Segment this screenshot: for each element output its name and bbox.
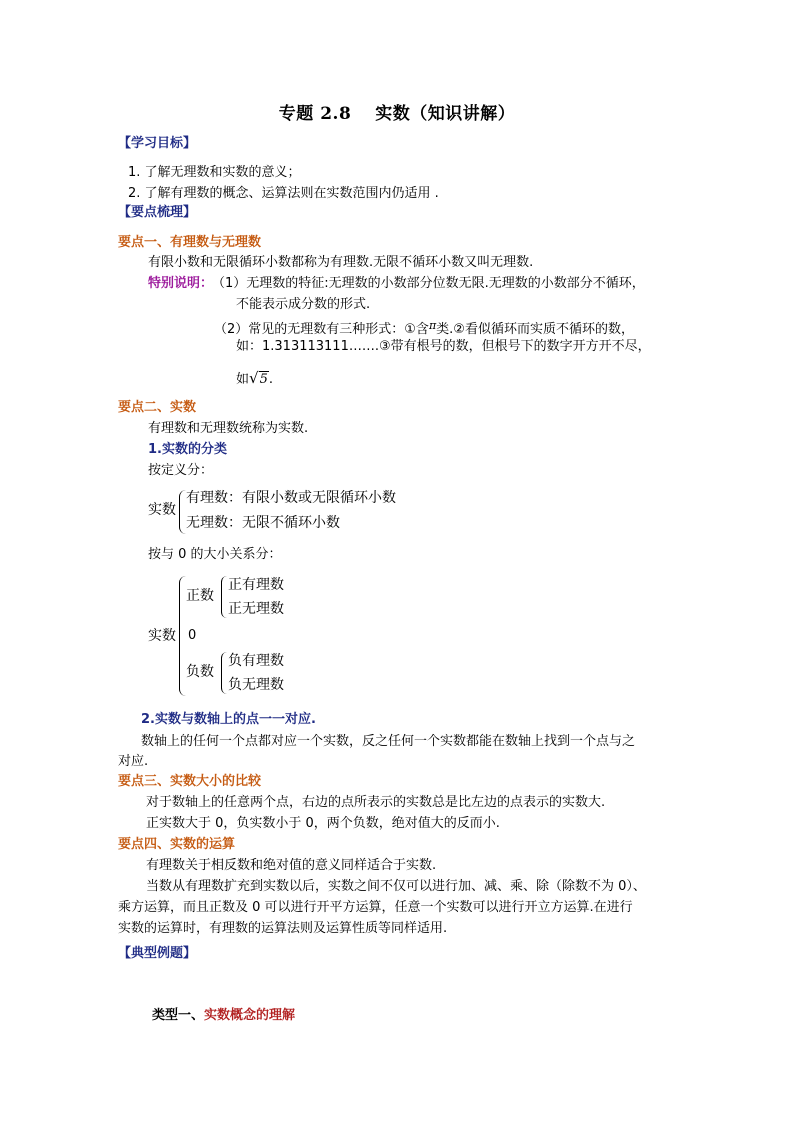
subheading-classification: 1.实数的分类 (148, 442, 227, 457)
note-1-line-a: （1）无理数的特征:无理数的小数部分位数无限.无理数的小数部分不循环， (212, 276, 645, 291)
section-text: 乘方运算，而且正数及 0 可以进行开平方运算，任意一个实数可以进行开立方运算.在进行 (118, 900, 633, 915)
subheading-number-line: 2.实数与数轴上的点一一对应. (141, 712, 316, 727)
by-zero-label: 按与 0 的大小关系分： (148, 547, 282, 562)
section-text: 对于数轴上的任意两个点，右边的点所表示的实数总是比左边的点表示的实数大. (146, 795, 606, 810)
note-1-line-b: 不能表示成分数的形式. (236, 297, 371, 312)
tree2-root: 实数 (148, 628, 176, 644)
section-heading-4: 要点四、实数的运算 (118, 837, 236, 852)
goal-item-2: 2. 了解有理数的概念、运算法则在实数范围内仍适用 . (128, 186, 439, 201)
section-text: 正实数大于 0，负实数小于 0，两个负数，绝对值大的反而小. (146, 816, 500, 831)
tree1-root: 实数 (148, 502, 176, 518)
tree2-positive-irrational: 正无理数 (228, 601, 284, 617)
note-2-line-a: （2）常见的无理数有三种形式：①含$^\pi$类.②看似循环而实质不循环的数， (214, 319, 634, 337)
tree1-rational: 有理数：有限小数或无限循环小数 (186, 490, 396, 506)
page-title: 专题 2.8 实数（知识讲解） (278, 104, 516, 124)
section-text: 有理数关于相反数和绝对值的意义同样适合于实数. (146, 858, 437, 873)
section-heading-2: 要点二、实数 (118, 400, 197, 415)
examples-header: 【典型例题】 (118, 946, 197, 961)
tree1-irrational: 无理数：无限不循环小数 (186, 515, 340, 531)
section-heading-3: 要点三、实数大小的比较 (118, 774, 262, 789)
by-definition-label: 按定义分： (148, 463, 214, 478)
note-2-line-b: 如：1.313113111…….③带有根号的数，但根号下的数字开方开不尽， (236, 339, 651, 354)
tree2-negative-irrational: 负无理数 (228, 677, 284, 693)
goals-header: 【学习目标】 (118, 136, 197, 151)
section-text: 对应. (118, 754, 149, 769)
brace (179, 576, 186, 696)
section-text: 实数的运算时，有理数的运算法则及运算性质等同样适用. (118, 921, 448, 936)
tree2-positive-rational: 正有理数 (228, 577, 284, 593)
special-note-label: 特别说明： (148, 276, 214, 291)
tree2-negative: 负数 (186, 664, 214, 680)
brace (179, 490, 186, 534)
note-2-line-c: 如√5. (236, 369, 273, 387)
section-text: 有限小数和无限循环小数都称为有理数.无限不循环小数又叫无理数. (148, 255, 534, 270)
pi-symbol: π (428, 319, 437, 332)
section-text: 数轴上的任何一个点都对应一个实数，反之任何一个实数都能在数轴上找到一个点与之 (141, 734, 636, 749)
brace (221, 652, 227, 694)
type-heading: 类型一、实数概念的理解 (152, 1008, 296, 1023)
section-text: 当数从有理数扩充到实数以后，实数之间不仅可以进行加、减、乘、除（除数不为 0）、 (146, 879, 646, 894)
sqrt-symbol: √ (249, 369, 259, 387)
section-heading-1: 要点一、有理数与无理数 (118, 235, 262, 250)
goal-item-1: 1. 了解无理数和实数的意义； (128, 165, 301, 180)
points-header: 【要点梳理】 (118, 205, 197, 220)
tree2-zero: 0 (188, 628, 197, 643)
tree2-positive: 正数 (186, 588, 214, 604)
brace (221, 576, 227, 618)
sqrt-radicand: 5 (259, 372, 268, 387)
tree2-negative-rational: 负有理数 (228, 653, 284, 669)
section-text: 有理数和无理数统称为实数. (148, 421, 309, 436)
